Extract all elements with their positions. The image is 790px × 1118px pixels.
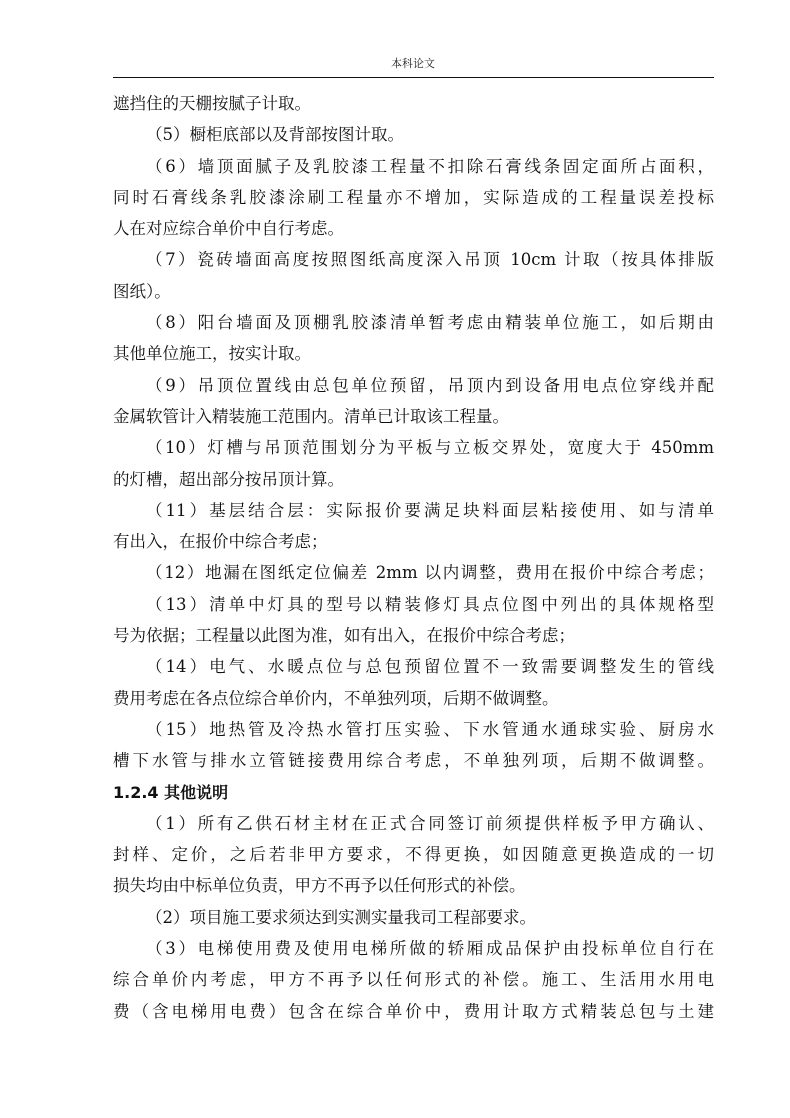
text-line: （2）项目施工要求须达到实测实量我司工程部要求。 (146, 907, 536, 927)
text-line: （1）所有乙供石材主材在正式合同签订前须提供样板予甲方确认、 (146, 813, 714, 833)
text-line: 遮挡住的天棚按腻子计取。 (113, 94, 311, 113)
text-line: 号为依据；工程量以此图为准，如有出入，在报价中综合考虑； (113, 626, 575, 646)
text-line: 槽下水管与排水立管链接费用综合考虑，不单独列项，后期不做调整。 (113, 751, 714, 771)
text-line: （10）灯槽与吊顶范围划分为平板与立板交界处，宽度大于 450mm (146, 438, 714, 458)
page-header-title: 本科论文 (391, 57, 435, 70)
text-line: 费（含电梯用电费）包含在综合单价中，费用计取方式精装总包与土建 (113, 1001, 714, 1021)
text-line: （7）瓷砖墙面高度按照图纸高度深入吊顶 10cm 计取（按具体排版 (146, 250, 714, 270)
text-line: （3）电梯使用费及使用电梯所做的轿厢成品保护由投标单位自行在 (146, 939, 714, 959)
text-line: （8）阳台墙面及顶棚乳胶漆清单暂考虑由精装单位施工，如后期由 (146, 313, 714, 333)
text-line: 人在对应综合单价中自行考虑。 (113, 219, 344, 239)
text-line: 图纸）。 (113, 281, 171, 301)
text-line: （9）吊顶位置线由总包单位预留，吊顶内到设备用电点位穿线并配 (146, 375, 714, 395)
text-line: 同时石膏线条乳胶漆涂刷工程量亦不增加，实际造成的工程量误差投标 (113, 187, 714, 207)
text-line: （6）墙顶面腻子及乳胶漆工程量不扣除石膏线条固定面所占面积， (146, 156, 714, 176)
text-line: 的灯槽，超出部分按吊顶计算。 (113, 469, 344, 489)
header-divider (113, 77, 714, 78)
document-body (113, 88, 714, 1027)
text-line: 封样、定价，之后若非甲方要求，不得更换，如因随意更换造成的一切 (113, 845, 714, 865)
text-line: 有出入，在报价中综合考虑； (113, 532, 328, 552)
text-line: 费用考虑在各点位综合单价内，不单独列项，后期不做调整。 (113, 688, 559, 708)
text-line: 损失均由中标单位负责，甲方不再予以任何形式的补偿。 (113, 876, 526, 896)
text-line: 金属软管计入精装施工范围内。清单已计取该工程量。 (113, 406, 509, 426)
text-line: （13）清单中灯具的型号以精装修灯具点位图中列出的具体规格型 (146, 594, 714, 614)
text-line: （5）橱柜底部以及背部按图计取。 (146, 125, 404, 145)
text-line: 其他单位施工，按实计取。 (113, 344, 311, 364)
text-line: （11）基层结合层：实际报价要满足块料面层粘接使用、如与清单 (146, 500, 714, 520)
text-line: （12）地漏在图纸定位偏差 2mm 以内调整，费用在报价中综合考虑； (146, 563, 714, 583)
section-heading: 1.2.4 其他说明 (113, 782, 229, 802)
text-line: （15）地热管及冷热水管打压实验、下水管通水通球实验、厨房水 (146, 719, 714, 739)
text-line: （14）电气、水暖点位与总包预留位置不一致需要调整发生的管线 (146, 657, 714, 677)
text-line: 综合单价内考虑，甲方不再予以任何形式的补偿。施工、生活用水用电 (113, 970, 714, 990)
